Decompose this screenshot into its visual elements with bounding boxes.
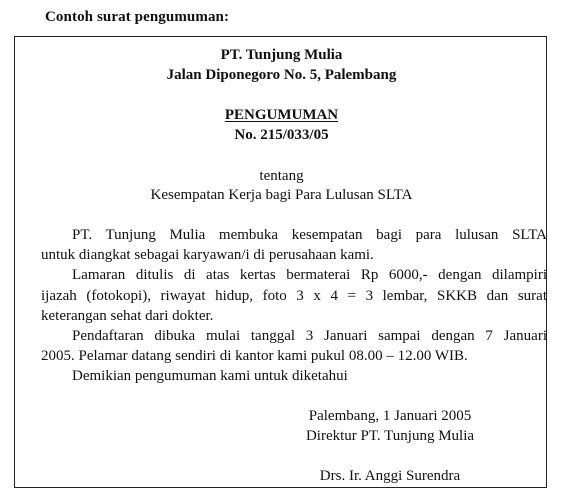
signer-name: Drs. Ir. Anggi Surendra bbox=[319, 468, 461, 484]
paragraph-line: 2005. Pelamar datang sendiri di kantor kami pukul 08.00 – 12.00 WIB. bbox=[41, 348, 468, 364]
company-name: PT. Tunjung Mulia bbox=[220, 47, 343, 63]
paragraph-line: Pendaftaran dibuka mulai tanggal 3 Januari sampai dengan 7 Januari bbox=[72, 328, 547, 344]
paragraph-line: Demikian pengumuman kami untuk diketahui bbox=[72, 368, 348, 384]
caption: Contoh surat pengumuman: bbox=[45, 9, 230, 25]
paragraph-line: keterangan sehat dari dokter. bbox=[41, 308, 214, 324]
letter-frame bbox=[14, 36, 547, 488]
paragraph-line: ijazah (fotokopi), riwayat hidup, foto 3 x 4 = 3 lembar, SKKB dan surat bbox=[41, 288, 547, 304]
paragraph-line: PT. Tunjung Mulia membuka kesempatan bagi para lulusan SLTA bbox=[72, 227, 547, 243]
company-address: Jalan Diponegoro No. 5, Palembang bbox=[166, 67, 397, 83]
announcement-subject: Kesempatan Kerja bagi Para Lulusan SLTA bbox=[150, 187, 413, 203]
announcement-heading: PENGUMUMAN bbox=[224, 107, 339, 123]
announcement-number: No. 215/033/05 bbox=[234, 127, 329, 143]
about-label: tentang bbox=[259, 168, 304, 184]
paragraph-line: untuk diangkat sebagai karyawan/i di perusahaan kami. bbox=[41, 247, 374, 263]
place-date: Palembang, 1 Januari 2005 bbox=[308, 408, 472, 424]
paragraph-line: Lamaran ditulis di atas kertas bermaterai Rp 6000,- dengan dilampiri bbox=[72, 267, 547, 283]
signer-position: Direktur PT. Tunjung Mulia bbox=[305, 428, 475, 444]
